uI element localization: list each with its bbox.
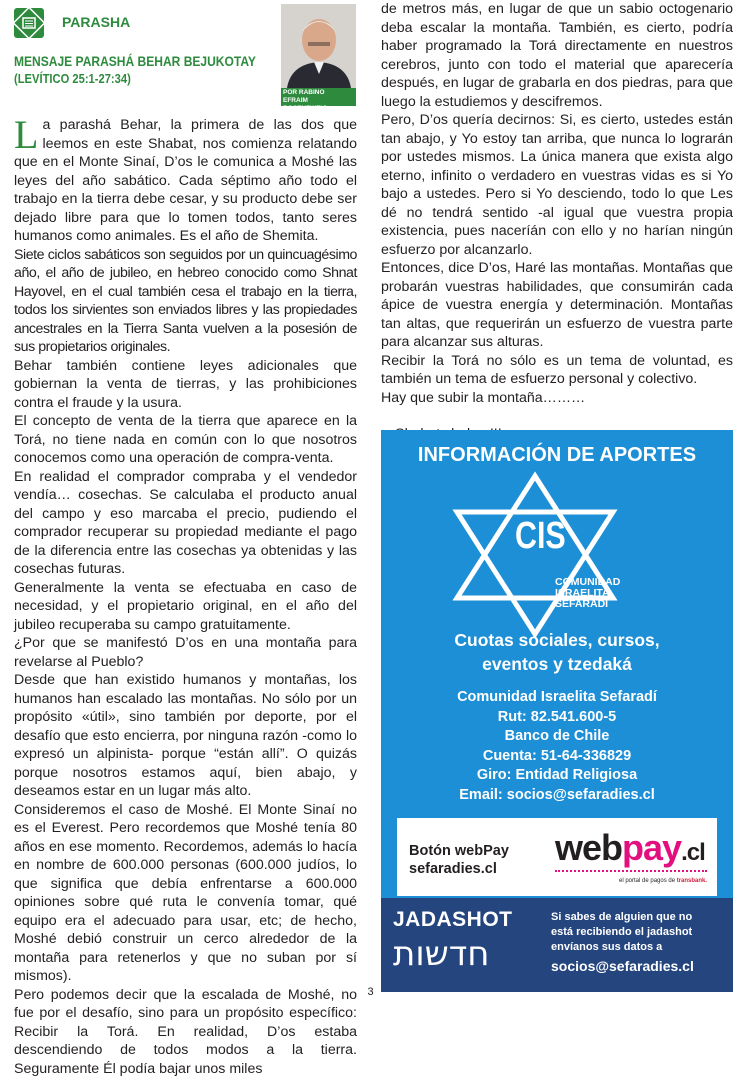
article-paragraph: Consideremos el caso de Moshé. El Monte Sinaí no es el Everest. Pero recordemos que Moshé tenía 80 años en ese momento. Recordemos, además lo hacía en nombre de 600.000 personas (600.000 judíos, lo que significa que debía enfrentarse a 600.000 opiniones sobre qué ruta le convenía tomar, qué equipo era el adecuado para usar, etc; de hecho, Moshé debió construir un cerco alrededor de la montaña para retenerlos y que no suban por sí mismos). — [14, 801, 357, 986]
page-number: 3 — [0, 986, 741, 998]
article-paragraph: Desde que han existido humanos y montañas, los humanos han escalado las montañas. No sólo por un propósito «útil», sino también por deporte, por el desafío que esto encierra, por ninguna razón -como lo expresó un alpinista- porque “están allí”. O quizás porque nosotros estamos aquí, bien abajo, y deseamos estar en un lugar más alto. — [14, 671, 357, 801]
detail-giro: Giro: Entidad Religiosa — [381, 766, 733, 786]
webpay-tagline: el portal de pagos de transbank. — [619, 878, 707, 884]
section-label: PARASHA — [62, 14, 130, 30]
aportes-subtitle: Cuotas sociales, cursos, eventos y tzedaká — [381, 628, 733, 676]
article-paragraph: de metros más, en lugar de que un sabio octogenario deba escalar la montaña. También, es cierto, podría haber programado la Torá directamente en nuestros cerebros, junto con todo el material que aparecería después, en lugar de grabarla en dos piedras, para que luego la estudiemos y descifremos. — [381, 0, 733, 111]
aportes-panel — [381, 430, 733, 992]
article-paragraph: Behar también contiene leyes adicionales que gobiernan la venta de tierras, y las prohibiciones contra el fraude y la usura. — [14, 357, 357, 413]
author-caption-line2: EFRAIM ROSENZWEIG — [283, 97, 354, 113]
article-paragraph: Pero, D’os quería decirnos: Si, es cierto, ustedes están tan abajo, y Yo estoy tan arriba, que nunca lo lograrán por ustedes mismos. La única manera que exista algo eterno, infinito o verdadero en vuestras vidas es si Yo bajo a ustedes. Pero si Yo desciendo, todo lo que Les dé no tendrá sentido -al igual que vuestra propia existencia, pues naceríán con ello y no harían ningún esfuerzo por alcanzarlo. — [381, 111, 733, 259]
jadashot-email[interactable]: socios@sefaradies.cl — [551, 958, 729, 975]
article-paragraph: Pero podemos decir que la escalada de Moshé, no fue por el desafío, sino para un propósito específico: Recibir la Torá. En realidad, D’os estaba descendiendo de todos modos a la tierra. Seguramente Él podía bajar unos miles — [14, 986, 357, 1078]
parasha-scroll-icon — [14, 8, 44, 38]
webpay-divider — [555, 870, 707, 872]
article-paragraph: Siete ciclos sabáticos son seguidos por un quincuagésimo año, el año de jubileo, en hebreo conocido como Shnat Hayovel, en el cual también cesa el trabajo en la tierra, todos los sirvientes son enviados libres y las propiedades ancestrales en la Tierra Santa vuelven a la posesión de sus propietarios originales. — [14, 246, 357, 357]
article-paragraph: Recibir la Torá no sólo es un tema de voluntad, es también un tema de esfuerzo personal y colectivo. — [381, 352, 733, 389]
article-paragraph: Generalmente la venta se efectuaba en caso de necesidad, y el propietario original, en el año del jubileo recuperaba su campo gratuitamente. — [14, 579, 357, 635]
article-right-column — [381, 0, 733, 444]
webpay-logo: webpay.cl — [555, 828, 705, 873]
jadashot-text: Si sabes de alguien que no está recibiendo el jadashot envíanos sus datos a socios@sefaradies.cl — [551, 910, 729, 975]
article-paragraph: ¿Por que se manifestó D’os en una montaña para revelarse al Pueblo? — [14, 634, 357, 671]
webpay-label: Botón webPay sefaradies.cl — [409, 842, 509, 878]
article-paragraph: El concepto de venta de la tierra que aparece en la Torá, no tiene nada en común con lo que nosotros conocemos como una operación de compra-venta. — [14, 412, 357, 468]
article-paragraph: La parashá Behar, la primera de las dos que leemos en este Shabat, nos comienza relatando que en el Monte Sinaí, D’os le comunica a Moshé las leyes del año sabático. Cada séptimo año todo el trabajo en la tierra debe cesar, y su producto debe ser dejado libre para que lo tomen todos, tanto seres humanos como animales. Es el año de Shemita. — [14, 116, 357, 246]
aportes-details — [381, 688, 733, 805]
webpay-banner[interactable] — [397, 818, 717, 896]
jadashot-title: JADASHOT — [393, 908, 513, 932]
article-paragraph: Entonces, dice D’os, Haré las montañas. Montañas que probarán vuestras habilidades, que consumirán cada ápice de vuestra energía y determinación. Montañas tan altas, que requerirán un esfuerzo de vuestra parte para alcanzar sus alturas. — [381, 259, 733, 352]
article-left-column — [14, 116, 357, 1078]
aportes-title: INFORMACIÓN DE APORTES — [381, 444, 733, 467]
article-title-line2: (LEVÍTICO 25:1-27:34) — [14, 70, 238, 88]
article-title-line1: MENSAJE PARASHÁ BEHAR BEJUKOTAY — [14, 53, 256, 69]
cis-logo-name: COMUNIDAD ISRAELITA SEFARADÍ — [555, 577, 620, 610]
drop-cap: L — [14, 118, 42, 152]
cis-logo-text: CIS — [515, 515, 566, 558]
article-paragraph: En realidad el comprador compraba y el vendedor vendía… cosechas. Se calculaba el producto anual del campo y eso marcaba el precio, pudiendo el comprador recuperar su propiedad mediante el pago de la diferencia entre las cosechas ya obtenidas y las cosechas futuras. — [14, 468, 357, 579]
detail-account: Cuenta: 51-64-336829 — [381, 747, 733, 767]
author-caption-line1: POR RABINO — [283, 89, 354, 97]
detail-bank: Banco de Chile — [381, 727, 733, 747]
article-title — [14, 52, 238, 88]
jadashot-banner — [381, 898, 733, 992]
detail-org: Comunidad Israelita Sefaradí — [381, 688, 733, 708]
detail-rut: Rut: 82.541.600-5 — [381, 708, 733, 728]
jadashot-hebrew: חדשות — [393, 934, 489, 974]
author-photo — [281, 4, 356, 88]
author-caption — [281, 88, 356, 106]
article-paragraph: Hay que subir la montaña……… — [381, 389, 733, 408]
detail-email[interactable]: Email: socios@sefaradies.cl — [381, 786, 733, 806]
